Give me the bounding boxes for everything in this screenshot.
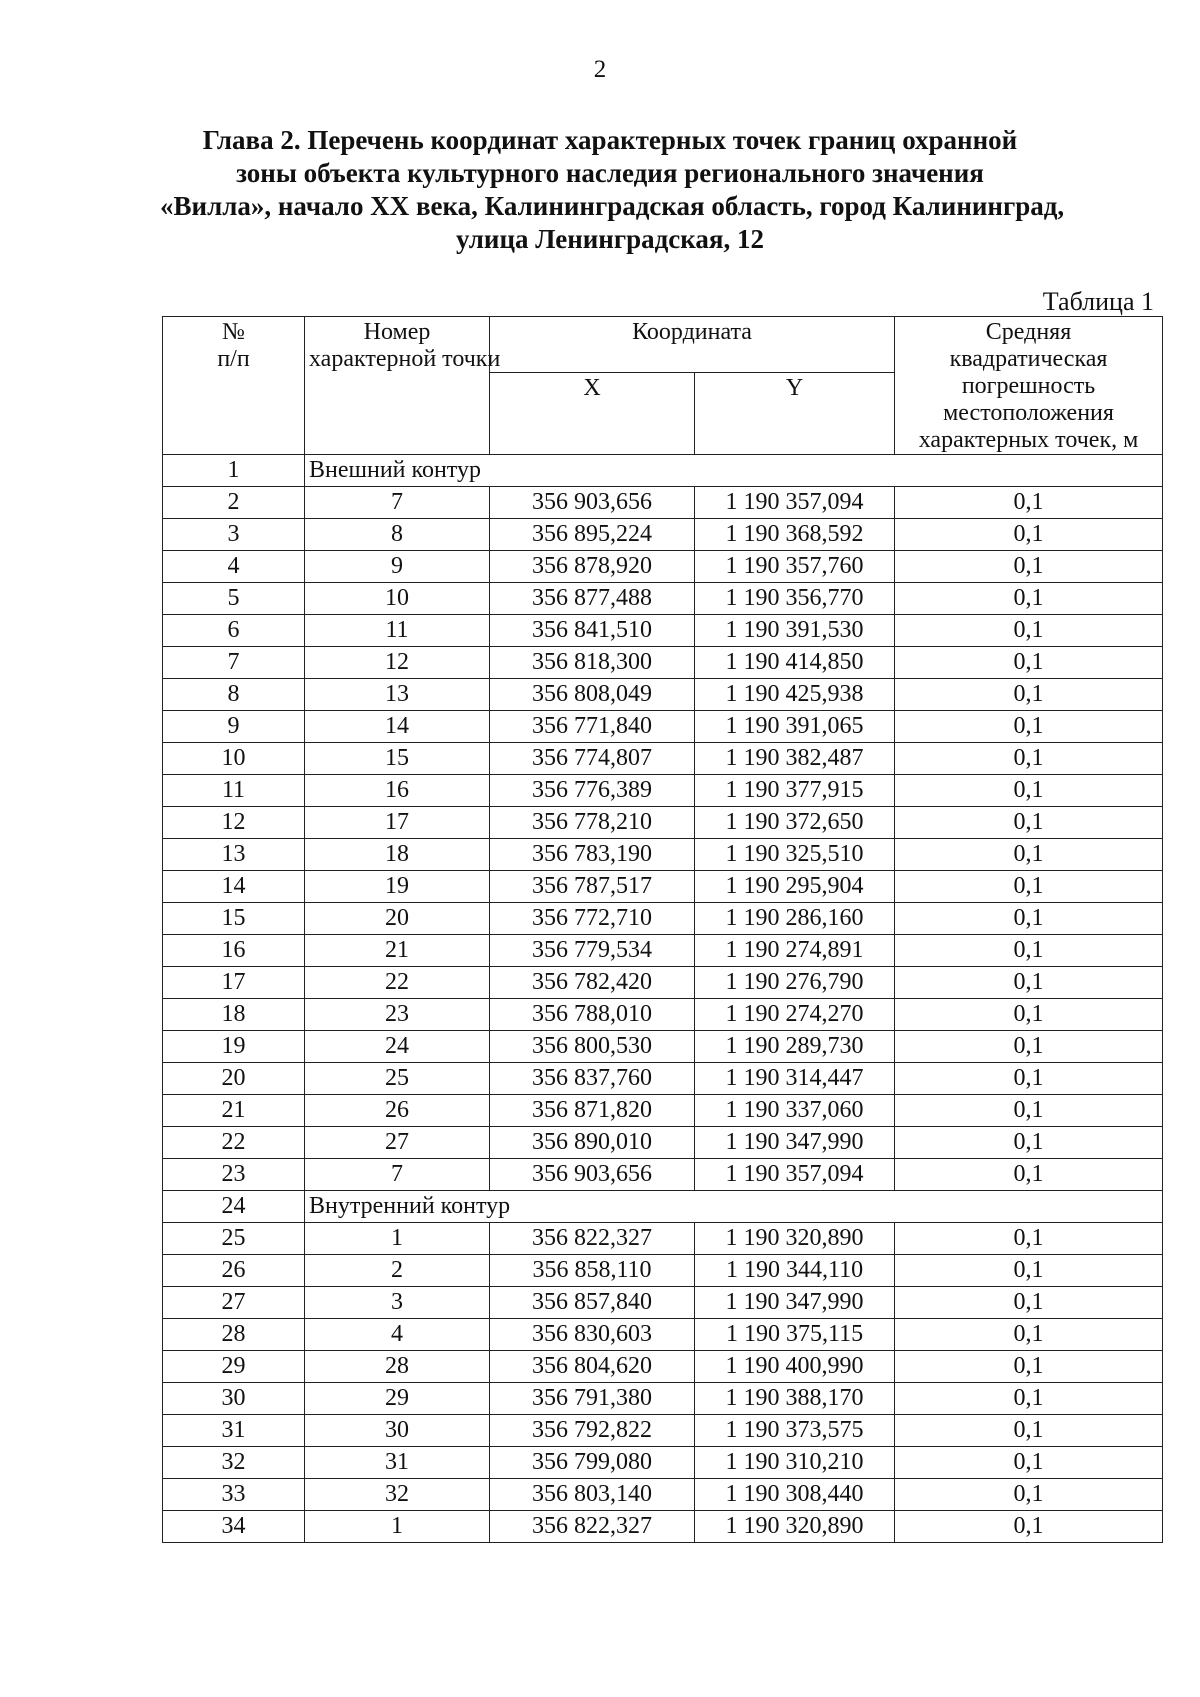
table-section-row	[163, 1191, 1163, 1223]
error-cell: 0,1	[895, 1447, 1163, 1479]
header-error-line: квадратическая	[949, 346, 1108, 372]
header-point-line: Номер	[363, 319, 431, 345]
row-num-cell: 16	[163, 935, 305, 967]
row-num-cell: 29	[163, 1351, 305, 1383]
table-row	[163, 775, 1163, 807]
point-number-cell: 21	[305, 935, 490, 967]
y-coordinate-cell: 1 190 377,915	[695, 775, 895, 807]
x-coordinate-cell: 356 858,110	[490, 1255, 695, 1287]
error-cell: 0,1	[895, 583, 1163, 615]
x-coordinate-cell: 356 877,488	[490, 583, 695, 615]
row-num-cell: 14	[163, 871, 305, 903]
error-cell: 0,1	[895, 487, 1163, 519]
point-number-cell: 29	[305, 1383, 490, 1415]
header-error-line: характерных точек, м	[918, 427, 1139, 453]
header-error	[895, 317, 1163, 455]
point-number-cell: 13	[305, 679, 490, 711]
chapter-title-line: улица Ленинградская, 12	[455, 224, 765, 254]
row-num-cell: 1	[163, 455, 305, 487]
point-number-cell: 10	[305, 583, 490, 615]
row-num-cell: 2	[163, 487, 305, 519]
x-coordinate-cell: 356 800,530	[490, 1031, 695, 1063]
point-number-cell: 1	[305, 1511, 490, 1543]
table-row	[163, 903, 1163, 935]
x-coordinate-cell: 356 808,049	[490, 679, 695, 711]
error-cell: 0,1	[895, 1479, 1163, 1511]
y-coordinate-cell: 1 190 414,850	[695, 647, 895, 679]
x-coordinate-cell: 356 830,603	[490, 1319, 695, 1351]
row-num-cell: 8	[163, 679, 305, 711]
x-coordinate-cell: 356 841,510	[490, 615, 695, 647]
x-coordinate-cell: 356 779,534	[490, 935, 695, 967]
table-row	[163, 967, 1163, 999]
header-error-line: погрешность	[961, 373, 1096, 399]
table-row	[163, 1095, 1163, 1127]
table-row	[163, 551, 1163, 583]
table-row	[163, 1319, 1163, 1351]
error-cell: 0,1	[895, 519, 1163, 551]
x-coordinate-cell: 356 782,420	[490, 967, 695, 999]
header-num-line: п/п	[217, 346, 250, 372]
error-cell: 0,1	[895, 551, 1163, 583]
y-coordinate-cell: 1 190 320,890	[695, 1223, 895, 1255]
y-coordinate-cell: 1 190 274,891	[695, 935, 895, 967]
y-coordinate-cell: 1 190 357,094	[695, 1159, 895, 1191]
point-number-cell: 15	[305, 743, 490, 775]
point-number-cell: 25	[305, 1063, 490, 1095]
x-coordinate-cell: 356 890,010	[490, 1127, 695, 1159]
row-num-cell: 3	[163, 519, 305, 551]
y-coordinate-cell: 1 190 325,510	[695, 839, 895, 871]
point-number-cell: 30	[305, 1415, 490, 1447]
table-row	[163, 1447, 1163, 1479]
point-number-cell: 32	[305, 1479, 490, 1511]
error-cell: 0,1	[895, 743, 1163, 775]
table-row	[163, 679, 1163, 711]
row-num-cell: 6	[163, 615, 305, 647]
x-coordinate-cell: 356 788,010	[490, 999, 695, 1031]
row-num-cell: 23	[163, 1159, 305, 1191]
y-coordinate-cell: 1 190 388,170	[695, 1383, 895, 1415]
row-num-cell: 27	[163, 1287, 305, 1319]
chapter-title-line: «Вилла», начало XX века, Калининградская область, город Калининград,	[160, 191, 1065, 221]
y-coordinate-cell: 1 190 368,592	[695, 519, 895, 551]
error-cell: 0,1	[895, 1159, 1163, 1191]
chapter-title-line: Глава 2. Перечень координат характерных точек границ охранной	[202, 125, 1018, 155]
x-coordinate-cell: 356 837,760	[490, 1063, 695, 1095]
coordinates-table	[162, 316, 1163, 1543]
row-num-cell: 11	[163, 775, 305, 807]
row-num-cell: 24	[163, 1191, 305, 1223]
row-num-cell: 7	[163, 647, 305, 679]
x-coordinate-cell: 356 903,656	[490, 1159, 695, 1191]
row-num-cell: 25	[163, 1223, 305, 1255]
error-cell: 0,1	[895, 1383, 1163, 1415]
point-number-cell: 19	[305, 871, 490, 903]
table-row	[163, 999, 1163, 1031]
row-num-cell: 5	[163, 583, 305, 615]
y-coordinate-cell: 1 190 320,890	[695, 1511, 895, 1543]
x-coordinate-cell: 356 803,140	[490, 1479, 695, 1511]
table-row	[163, 935, 1163, 967]
table-row	[163, 1159, 1163, 1191]
y-coordinate-cell: 1 190 400,990	[695, 1351, 895, 1383]
y-coordinate-cell: 1 190 308,440	[695, 1479, 895, 1511]
error-cell: 0,1	[895, 1319, 1163, 1351]
table-section-row	[163, 455, 1163, 487]
x-coordinate-cell: 356 771,840	[490, 711, 695, 743]
table-row	[163, 1063, 1163, 1095]
error-cell: 0,1	[895, 807, 1163, 839]
section-label-cell: Внешний контур	[305, 455, 1163, 487]
table-caption: Таблица 1	[1042, 287, 1154, 316]
row-num-cell: 15	[163, 903, 305, 935]
row-num-cell: 4	[163, 551, 305, 583]
error-cell: 0,1	[895, 1511, 1163, 1543]
error-cell: 0,1	[895, 775, 1163, 807]
point-number-cell: 16	[305, 775, 490, 807]
point-number-cell: 12	[305, 647, 490, 679]
y-coordinate-cell: 1 190 357,094	[695, 487, 895, 519]
point-number-cell: 23	[305, 999, 490, 1031]
point-number-cell: 22	[305, 967, 490, 999]
x-coordinate-cell: 356 878,920	[490, 551, 695, 583]
y-coordinate-cell: 1 190 310,210	[695, 1447, 895, 1479]
table-row	[163, 487, 1163, 519]
row-num-cell: 30	[163, 1383, 305, 1415]
error-cell: 0,1	[895, 711, 1163, 743]
x-coordinate-cell: 356 871,820	[490, 1095, 695, 1127]
y-coordinate-cell: 1 190 375,115	[695, 1319, 895, 1351]
error-cell: 0,1	[895, 1351, 1163, 1383]
error-cell: 0,1	[895, 679, 1163, 711]
error-cell: 0,1	[895, 999, 1163, 1031]
point-number-cell: 31	[305, 1447, 490, 1479]
table-row	[163, 1383, 1163, 1415]
error-cell: 0,1	[895, 935, 1163, 967]
point-number-cell: 24	[305, 1031, 490, 1063]
table-row	[163, 1415, 1163, 1447]
x-coordinate-cell: 356 776,389	[490, 775, 695, 807]
row-num-cell: 12	[163, 807, 305, 839]
y-coordinate-cell: 1 190 382,487	[695, 743, 895, 775]
table-row	[163, 1351, 1163, 1383]
table-row	[163, 839, 1163, 871]
table-body	[163, 455, 1163, 1543]
header-y: Y	[695, 372, 895, 454]
point-number-cell: 20	[305, 903, 490, 935]
header-error-line: Средняя	[985, 319, 1072, 345]
y-coordinate-cell: 1 190 356,770	[695, 583, 895, 615]
row-num-cell: 19	[163, 1031, 305, 1063]
error-cell: 0,1	[895, 1127, 1163, 1159]
y-coordinate-cell: 1 190 373,575	[695, 1415, 895, 1447]
row-num-cell: 17	[163, 967, 305, 999]
table-row	[163, 1031, 1163, 1063]
x-coordinate-cell: 356 903,656	[490, 487, 695, 519]
x-coordinate-cell: 356 791,380	[490, 1383, 695, 1415]
x-coordinate-cell: 356 822,327	[490, 1511, 695, 1543]
y-coordinate-cell: 1 190 286,160	[695, 903, 895, 935]
row-num-cell: 22	[163, 1127, 305, 1159]
x-coordinate-cell: 356 857,840	[490, 1287, 695, 1319]
point-number-cell: 18	[305, 839, 490, 871]
point-number-cell: 27	[305, 1127, 490, 1159]
row-num-cell: 34	[163, 1511, 305, 1543]
y-coordinate-cell: 1 190 274,270	[695, 999, 895, 1031]
x-coordinate-cell: 356 822,327	[490, 1223, 695, 1255]
chapter-title-line: зоны объекта культурного наследия регионального значения	[236, 158, 984, 188]
y-coordinate-cell: 1 190 344,110	[695, 1255, 895, 1287]
table-row	[163, 583, 1163, 615]
x-coordinate-cell: 356 799,080	[490, 1447, 695, 1479]
point-number-cell: 11	[305, 615, 490, 647]
page-number: 2	[593, 56, 607, 83]
header-error-line: местоположения	[943, 400, 1114, 426]
table-row	[163, 871, 1163, 903]
row-num-cell: 10	[163, 743, 305, 775]
point-number-cell: 26	[305, 1095, 490, 1127]
table-row	[163, 615, 1163, 647]
row-num-cell: 13	[163, 839, 305, 871]
error-cell: 0,1	[895, 647, 1163, 679]
row-num-cell: 21	[163, 1095, 305, 1127]
y-coordinate-cell: 1 190 295,904	[695, 871, 895, 903]
table-row	[163, 1287, 1163, 1319]
x-coordinate-cell: 356 818,300	[490, 647, 695, 679]
row-num-cell: 32	[163, 1447, 305, 1479]
x-coordinate-cell: 356 778,210	[490, 807, 695, 839]
point-number-cell: 28	[305, 1351, 490, 1383]
table-row	[163, 743, 1163, 775]
error-cell: 0,1	[895, 1031, 1163, 1063]
error-cell: 0,1	[895, 1063, 1163, 1095]
y-coordinate-cell: 1 190 289,730	[695, 1031, 895, 1063]
point-number-cell: 7	[305, 1159, 490, 1191]
point-number-cell: 17	[305, 807, 490, 839]
section-label-cell: Внутренний контур	[305, 1191, 1163, 1223]
error-cell: 0,1	[895, 1415, 1163, 1447]
y-coordinate-cell: 1 190 372,650	[695, 807, 895, 839]
y-coordinate-cell: 1 190 347,990	[695, 1127, 895, 1159]
row-num-cell: 31	[163, 1415, 305, 1447]
error-cell: 0,1	[895, 967, 1163, 999]
error-cell: 0,1	[895, 1095, 1163, 1127]
error-cell: 0,1	[895, 615, 1163, 647]
row-num-cell: 9	[163, 711, 305, 743]
error-cell: 0,1	[895, 871, 1163, 903]
point-number-cell: 3	[305, 1287, 490, 1319]
y-coordinate-cell: 1 190 357,760	[695, 551, 895, 583]
x-coordinate-cell: 356 895,224	[490, 519, 695, 551]
error-cell: 0,1	[895, 1255, 1163, 1287]
x-coordinate-cell: 356 792,822	[490, 1415, 695, 1447]
header-coord: Координата	[490, 317, 895, 373]
chapter-title	[160, 124, 1065, 256]
table-row	[163, 711, 1163, 743]
error-cell: 0,1	[895, 1287, 1163, 1319]
table-row	[163, 519, 1163, 551]
header-x: X	[490, 372, 695, 454]
x-coordinate-cell: 356 774,807	[490, 743, 695, 775]
header-num	[163, 317, 305, 455]
point-number-cell: 1	[305, 1223, 490, 1255]
y-coordinate-cell: 1 190 391,530	[695, 615, 895, 647]
table-header	[163, 317, 1163, 455]
header-point	[305, 317, 501, 455]
error-cell: 0,1	[895, 1223, 1163, 1255]
header-point-line: характерной точки	[309, 346, 501, 372]
row-num-cell: 26	[163, 1255, 305, 1287]
table-row	[163, 1255, 1163, 1287]
point-number-cell: 9	[305, 551, 490, 583]
point-number-cell: 8	[305, 519, 490, 551]
error-cell: 0,1	[895, 903, 1163, 935]
row-num-cell: 18	[163, 999, 305, 1031]
y-coordinate-cell: 1 190 347,990	[695, 1287, 895, 1319]
y-coordinate-cell: 1 190 425,938	[695, 679, 895, 711]
row-num-cell: 33	[163, 1479, 305, 1511]
y-coordinate-cell: 1 190 337,060	[695, 1095, 895, 1127]
point-number-cell: 14	[305, 711, 490, 743]
error-cell: 0,1	[895, 839, 1163, 871]
table-row	[163, 647, 1163, 679]
y-coordinate-cell: 1 190 276,790	[695, 967, 895, 999]
point-number-cell: 4	[305, 1319, 490, 1351]
x-coordinate-cell: 356 772,710	[490, 903, 695, 935]
point-number-cell: 7	[305, 487, 490, 519]
y-coordinate-cell: 1 190 391,065	[695, 711, 895, 743]
x-coordinate-cell: 356 783,190	[490, 839, 695, 871]
table-row	[163, 807, 1163, 839]
y-coordinate-cell: 1 190 314,447	[695, 1063, 895, 1095]
header-num-line: №	[222, 319, 245, 345]
row-num-cell: 20	[163, 1063, 305, 1095]
x-coordinate-cell: 356 787,517	[490, 871, 695, 903]
row-num-cell: 28	[163, 1319, 305, 1351]
table-row	[163, 1479, 1163, 1511]
table-row	[163, 1127, 1163, 1159]
x-coordinate-cell: 356 804,620	[490, 1351, 695, 1383]
table-row	[163, 1511, 1163, 1543]
point-number-cell: 2	[305, 1255, 490, 1287]
table-row	[163, 1223, 1163, 1255]
